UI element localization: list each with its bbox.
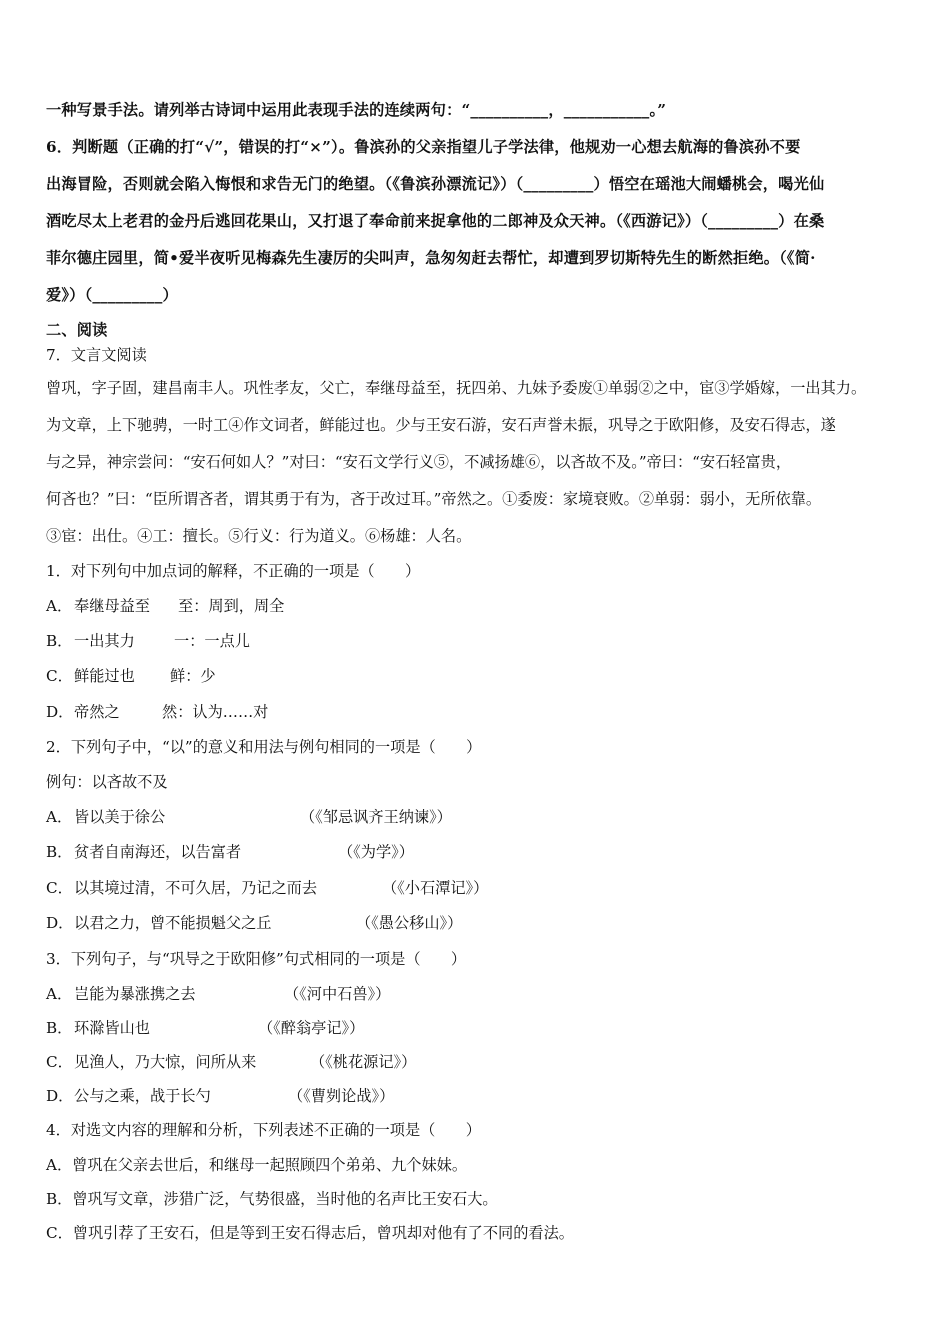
option-source: （《曹刿论战》）	[288, 1087, 395, 1105]
q1-option-c[interactable]	[46, 666, 216, 686]
q4-option-b[interactable]: B．曾巩写文章，涉猎广泛，气势很盛，当时他的名声比王安石大。	[46, 1190, 498, 1208]
option-text: 帝然之	[74, 703, 120, 721]
option-text: 奉继母益至	[74, 597, 150, 615]
option-text: 以其境过清，不可久居，乃记之而去	[74, 879, 317, 897]
option-source: （《邹忌讽齐王纳谏》）	[300, 808, 452, 826]
q4-stem: 4．对选文内容的理解和分析，下列表述不正确的一项是（ ）	[46, 1121, 481, 1139]
q6-line-5: 爱》）（_________）	[46, 286, 178, 304]
q2-option-b[interactable]	[46, 842, 414, 862]
option-text: 公与之乘，战于长勺	[74, 1087, 211, 1105]
passage-line-4: 何吝也？”曰：“臣所谓吝者，谓其勇于有为，吝于改过耳。”帝然之。①委废：家境衰败。②单弱：弱小，无所依靠。	[46, 490, 822, 508]
q1-option-a[interactable]	[46, 596, 284, 616]
blank-line-1: 一种写景手法。请列举古诗词中运用此表现手法的连续两句：“__________，___________。”	[46, 101, 667, 119]
option-label: C．	[46, 879, 73, 897]
q3-option-d[interactable]	[46, 1086, 394, 1106]
option-source: （《为学》）	[338, 843, 414, 861]
q3-option-b[interactable]	[46, 1018, 364, 1038]
option-text: 岂能为暴涨携之去	[74, 985, 196, 1003]
option-source: （《桃花源记》）	[310, 1053, 417, 1071]
option-note: 一：一点儿	[174, 632, 250, 650]
option-text: 环滁皆山也	[74, 1019, 150, 1037]
q4-option-c[interactable]: C．曾巩引荐了王安石，但是等到王安石得志后，曾巩却对他有了不同的看法。	[46, 1224, 574, 1242]
option-text: 皆以美于徐公	[74, 808, 166, 826]
passage-line-1: 曾巩，字子固，建昌南丰人。巩性孝友，父亡，奉继母益至，抚四弟、九妹予委废①单弱②之中，宦③学婚嫁，一出其力。	[46, 379, 867, 397]
option-label: C．	[46, 1053, 73, 1071]
option-label: A．	[46, 597, 73, 615]
q2-example: 例句：以吝故不及	[46, 773, 168, 791]
option-note: 鲜：少	[170, 667, 216, 685]
q1-option-b[interactable]	[46, 631, 250, 651]
option-source: （《醉翁亭记》）	[258, 1019, 365, 1037]
q2-option-a[interactable]	[46, 807, 452, 827]
q6-line-2: 出海冒险，否则就会陷入悔恨和求告无门的绝望。（《鲁滨孙漂流记》）（_________）悟空在瑶池大闹蟠桃会，喝光仙	[46, 175, 825, 193]
option-label: D．	[46, 703, 74, 721]
q2-stem: 2．下列句子中，“以”的意义和用法与例句相同的一项是（ ）	[46, 738, 482, 756]
option-label: B．	[46, 632, 73, 650]
option-label: D．	[46, 1087, 74, 1105]
option-label: D．	[46, 914, 74, 932]
option-text: 见渔人，乃大惊，问所从来	[74, 1053, 257, 1071]
option-source: （《河中石兽》）	[284, 985, 391, 1003]
q6-line-3: 酒吃尽太上老君的金丹后逃回花果山，又打退了奉命前来捉拿他的二郎神及众天神。（《西游记》）（_________）在桑	[46, 212, 825, 230]
q1-option-d[interactable]	[46, 702, 268, 722]
option-text: 鲜能过也	[74, 667, 135, 685]
q2-option-d[interactable]	[46, 913, 462, 933]
option-label: B．	[46, 1019, 73, 1037]
q2-option-c[interactable]	[46, 878, 488, 898]
option-label: C．	[46, 667, 73, 685]
q6-line-4: 菲尔德庄园里，简•爱半夜听见梅森先生凄厉的尖叫声，急匆匆赶去帮忙，却遭到罗切斯特先生的断然拒绝。（《简·	[46, 249, 816, 267]
option-note: 然：认为……对	[162, 703, 269, 721]
option-source: （《小石潭记》）	[382, 879, 489, 897]
q6-line-1: 6．判断题（正确的打“√”，错误的打“×”）。鲁滨孙的父亲指望儿子学法律，他规劝一心想去航海的鲁滨孙不要	[46, 138, 801, 156]
option-text: 一出其力	[74, 632, 135, 650]
q3-stem: 3．下列句子，与“巩导之于欧阳修”句式相同的一项是（ ）	[46, 950, 467, 968]
option-text: 贫者自南海还，以告富者	[74, 843, 242, 861]
q3-option-c[interactable]	[46, 1052, 416, 1072]
option-label: A．	[46, 808, 73, 826]
passage-line-5: ③宦：出仕。④工：擅长。⑤行义：行为道义。⑥杨雄：人名。	[46, 527, 472, 545]
option-source: （《愚公移山》）	[356, 914, 463, 932]
q1-stem: 1．对下列句中加点词的解释，不正确的一项是（ ）	[46, 562, 421, 580]
q3-option-a[interactable]	[46, 984, 390, 1004]
q7-title: 7．文言文阅读	[46, 346, 147, 364]
option-text: 以君之力，曾不能损魁父之丘	[74, 914, 272, 932]
section-heading: 二、阅读	[46, 321, 108, 339]
q4-option-a[interactable]: A．曾巩在父亲去世后，和继母一起照顾四个弟弟、九个妹妹。	[46, 1156, 468, 1174]
passage-line-3: 与之异，神宗尝问：“安石何如人？”对曰：“安石文学行义⑤，不减扬雄⑥，以吝故不及。”帝曰：“安石轻富贵，	[46, 453, 792, 471]
passage-line-2: 为文章，上下驰骋，一时工④作文词者，鲜能过也。少与王安石游，安石声誉未振，巩导之于欧阳修，及安石得志，遂	[46, 416, 836, 434]
option-note: 至：周到，周全	[178, 597, 285, 615]
option-label: A．	[46, 985, 73, 1003]
option-label: B．	[46, 843, 73, 861]
